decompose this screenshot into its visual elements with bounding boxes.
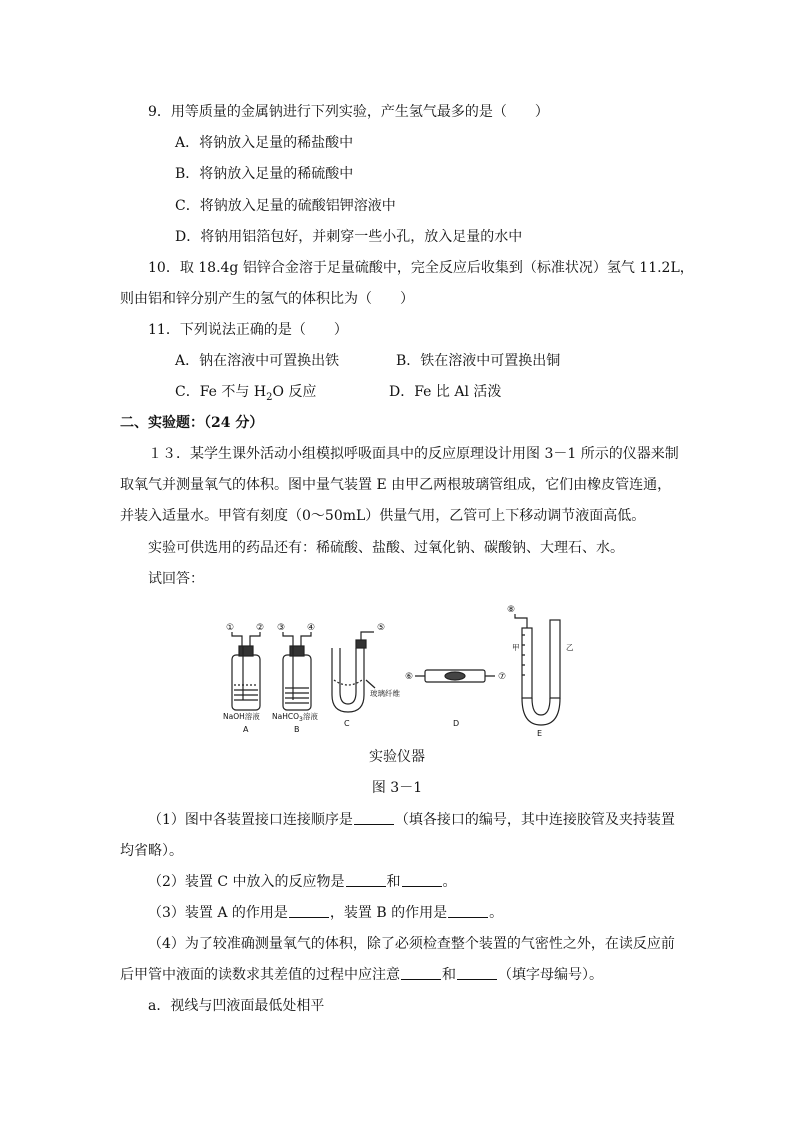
subq-4-blank-1[interactable] (401, 965, 441, 980)
port-3-label: ③ (277, 623, 286, 633)
subq-2-mid: 和 (386, 874, 401, 890)
port-4-label: ④ (307, 623, 316, 633)
label-nahco3 (272, 711, 318, 723)
q9-option-c: C．将钠放入足量的硫酸铝钾溶液中 (175, 198, 396, 214)
port-6-label: ⑥ (405, 672, 414, 682)
subq-1-line2: 均省略）。 (120, 843, 183, 859)
letter-b: B (294, 725, 300, 734)
label-nahco3-post: 溶液 (302, 712, 318, 721)
subq-3-blank-2[interactable] (448, 903, 488, 918)
q11-stem: 11．下列说法正确的是（ ） (148, 322, 348, 338)
subq-3 (148, 903, 503, 923)
q13-line1: １３．某学生课外活动小组模拟呼吸面具中的反应原理设计用图 3－1 所示的仪器来制 (148, 446, 679, 462)
gas-burette-e (515, 614, 560, 725)
label-glass-fiber: 玻璃纤维 (370, 689, 400, 698)
subq-2-blank-1[interactable] (346, 872, 386, 887)
q11-option-d: D．Fe 比 Al 活泼 (389, 384, 502, 400)
port-2-label: ② (256, 623, 265, 633)
q9-option-d: D．将钠用铝箔包好，并刺穿一些小孔，放入足量的水中 (175, 229, 523, 245)
subq-3-mid: ，装置 B 的作用是 (329, 905, 448, 921)
subq-2 (148, 872, 457, 892)
subq-2-pre: （2）装置 C 中放入的反应物是 (148, 874, 345, 890)
q10-line2: 则由铝和锌分别产生的氢气的体积比为（ ） (120, 291, 414, 307)
subq-1-line1 (148, 810, 675, 830)
subq-3-pre: （3）装置 A 的作用是 (148, 905, 288, 921)
subq-1-blank[interactable] (354, 810, 394, 825)
figure-caption-title: 实验仪器 (369, 749, 425, 765)
q11-option-b: B．铁在溶液中可置换出铜 (396, 353, 561, 369)
q11-option-c-post: O 反应 (272, 384, 317, 400)
q10-line1: 10．取 18.4g 铝锌合金溶于足量硫酸中，完全反应后收集到（标准状况）氢气 11.2L， (148, 260, 694, 276)
subq-4-line1: （4）为了较准确测量氧气的体积，除了必须检查整个装置的气密性之外，在读反应前 (148, 936, 675, 952)
apparatus-figure (210, 600, 590, 740)
letter-c: C (344, 719, 350, 728)
letter-e: E (537, 729, 543, 738)
letter-a: A (243, 725, 249, 734)
q13-line3: 并装入适量水。甲管有刻度（0～50mL）供量气用，乙管可上下移动调节液面高低。 (120, 508, 646, 524)
subq-4-blank-2[interactable] (457, 965, 497, 980)
letter-d: D (453, 719, 460, 728)
q9-option-b: B．将钠放入足量的稀硫酸中 (175, 166, 354, 182)
subq-4-post: （填字母编号）。 (498, 967, 603, 983)
q11-option-c (175, 382, 316, 408)
q13-line5: 试回答： (148, 571, 204, 587)
label-nahco3-pre: NaHCO (272, 712, 299, 721)
port-5-label: ⑤ (377, 623, 386, 633)
q11-option-a: A．钠在溶液中可置换出铁 (175, 353, 340, 369)
port-8-label: ⑧ (507, 605, 516, 615)
subq-3-post: 。 (489, 905, 504, 921)
q13-line2: 取氧气并测量氧气的体积。图中量气装置 E 由甲乙两根玻璃管组成，它们由橡皮管连通， (120, 477, 672, 493)
label-jia: 甲 (512, 643, 520, 652)
q11-option-c-sub: 2 (266, 391, 273, 403)
label-yi: 乙 (566, 643, 574, 652)
q9-option-a: A．将钠放入足量的稀盐酸中 (175, 135, 354, 151)
bottle-b (283, 632, 311, 710)
subq-1-post: （填各接口的编号，其中连接胶管及夹持装置 (394, 812, 675, 828)
section2-title: 二、实验题：（24 分） (120, 415, 264, 431)
figure-caption-number: 图 3－1 (371, 780, 423, 796)
subq-2-post: 。 (442, 874, 457, 890)
subq-4-option-a: a．视线与凹液面最低处相平 (148, 998, 325, 1014)
tube-d (415, 670, 495, 682)
label-nahco3-sub: 3 (299, 716, 303, 723)
q11-option-c-pre: C．Fe 不与 H (175, 384, 267, 400)
subq-4-mid: 和 (442, 967, 456, 983)
q13-line4: 实验可供选用的药品还有：稀硫酸、盐酸、过氧化钠、碳酸钠、大理石、水。 (148, 540, 624, 556)
u-tube-c (332, 632, 375, 712)
subq-3-blank-1[interactable] (289, 903, 329, 918)
q9-stem: 9．用等质量的金属钠进行下列实验，产生氢气最多的是（ ） (148, 104, 549, 120)
bottle-a (232, 632, 260, 710)
subq-4-line2 (120, 965, 603, 985)
subq-2-blank-2[interactable] (402, 872, 442, 887)
subq-1-pre: （1）图中各装置接口连接顺序是 (148, 812, 353, 828)
label-naoh: NaOH溶液 (223, 712, 260, 721)
subq-4-pre: 后甲管中液面的读数求其差值的过程中应注意 (120, 967, 400, 983)
port-7-label: ⑦ (498, 672, 507, 682)
port-1-label: ① (226, 623, 235, 633)
